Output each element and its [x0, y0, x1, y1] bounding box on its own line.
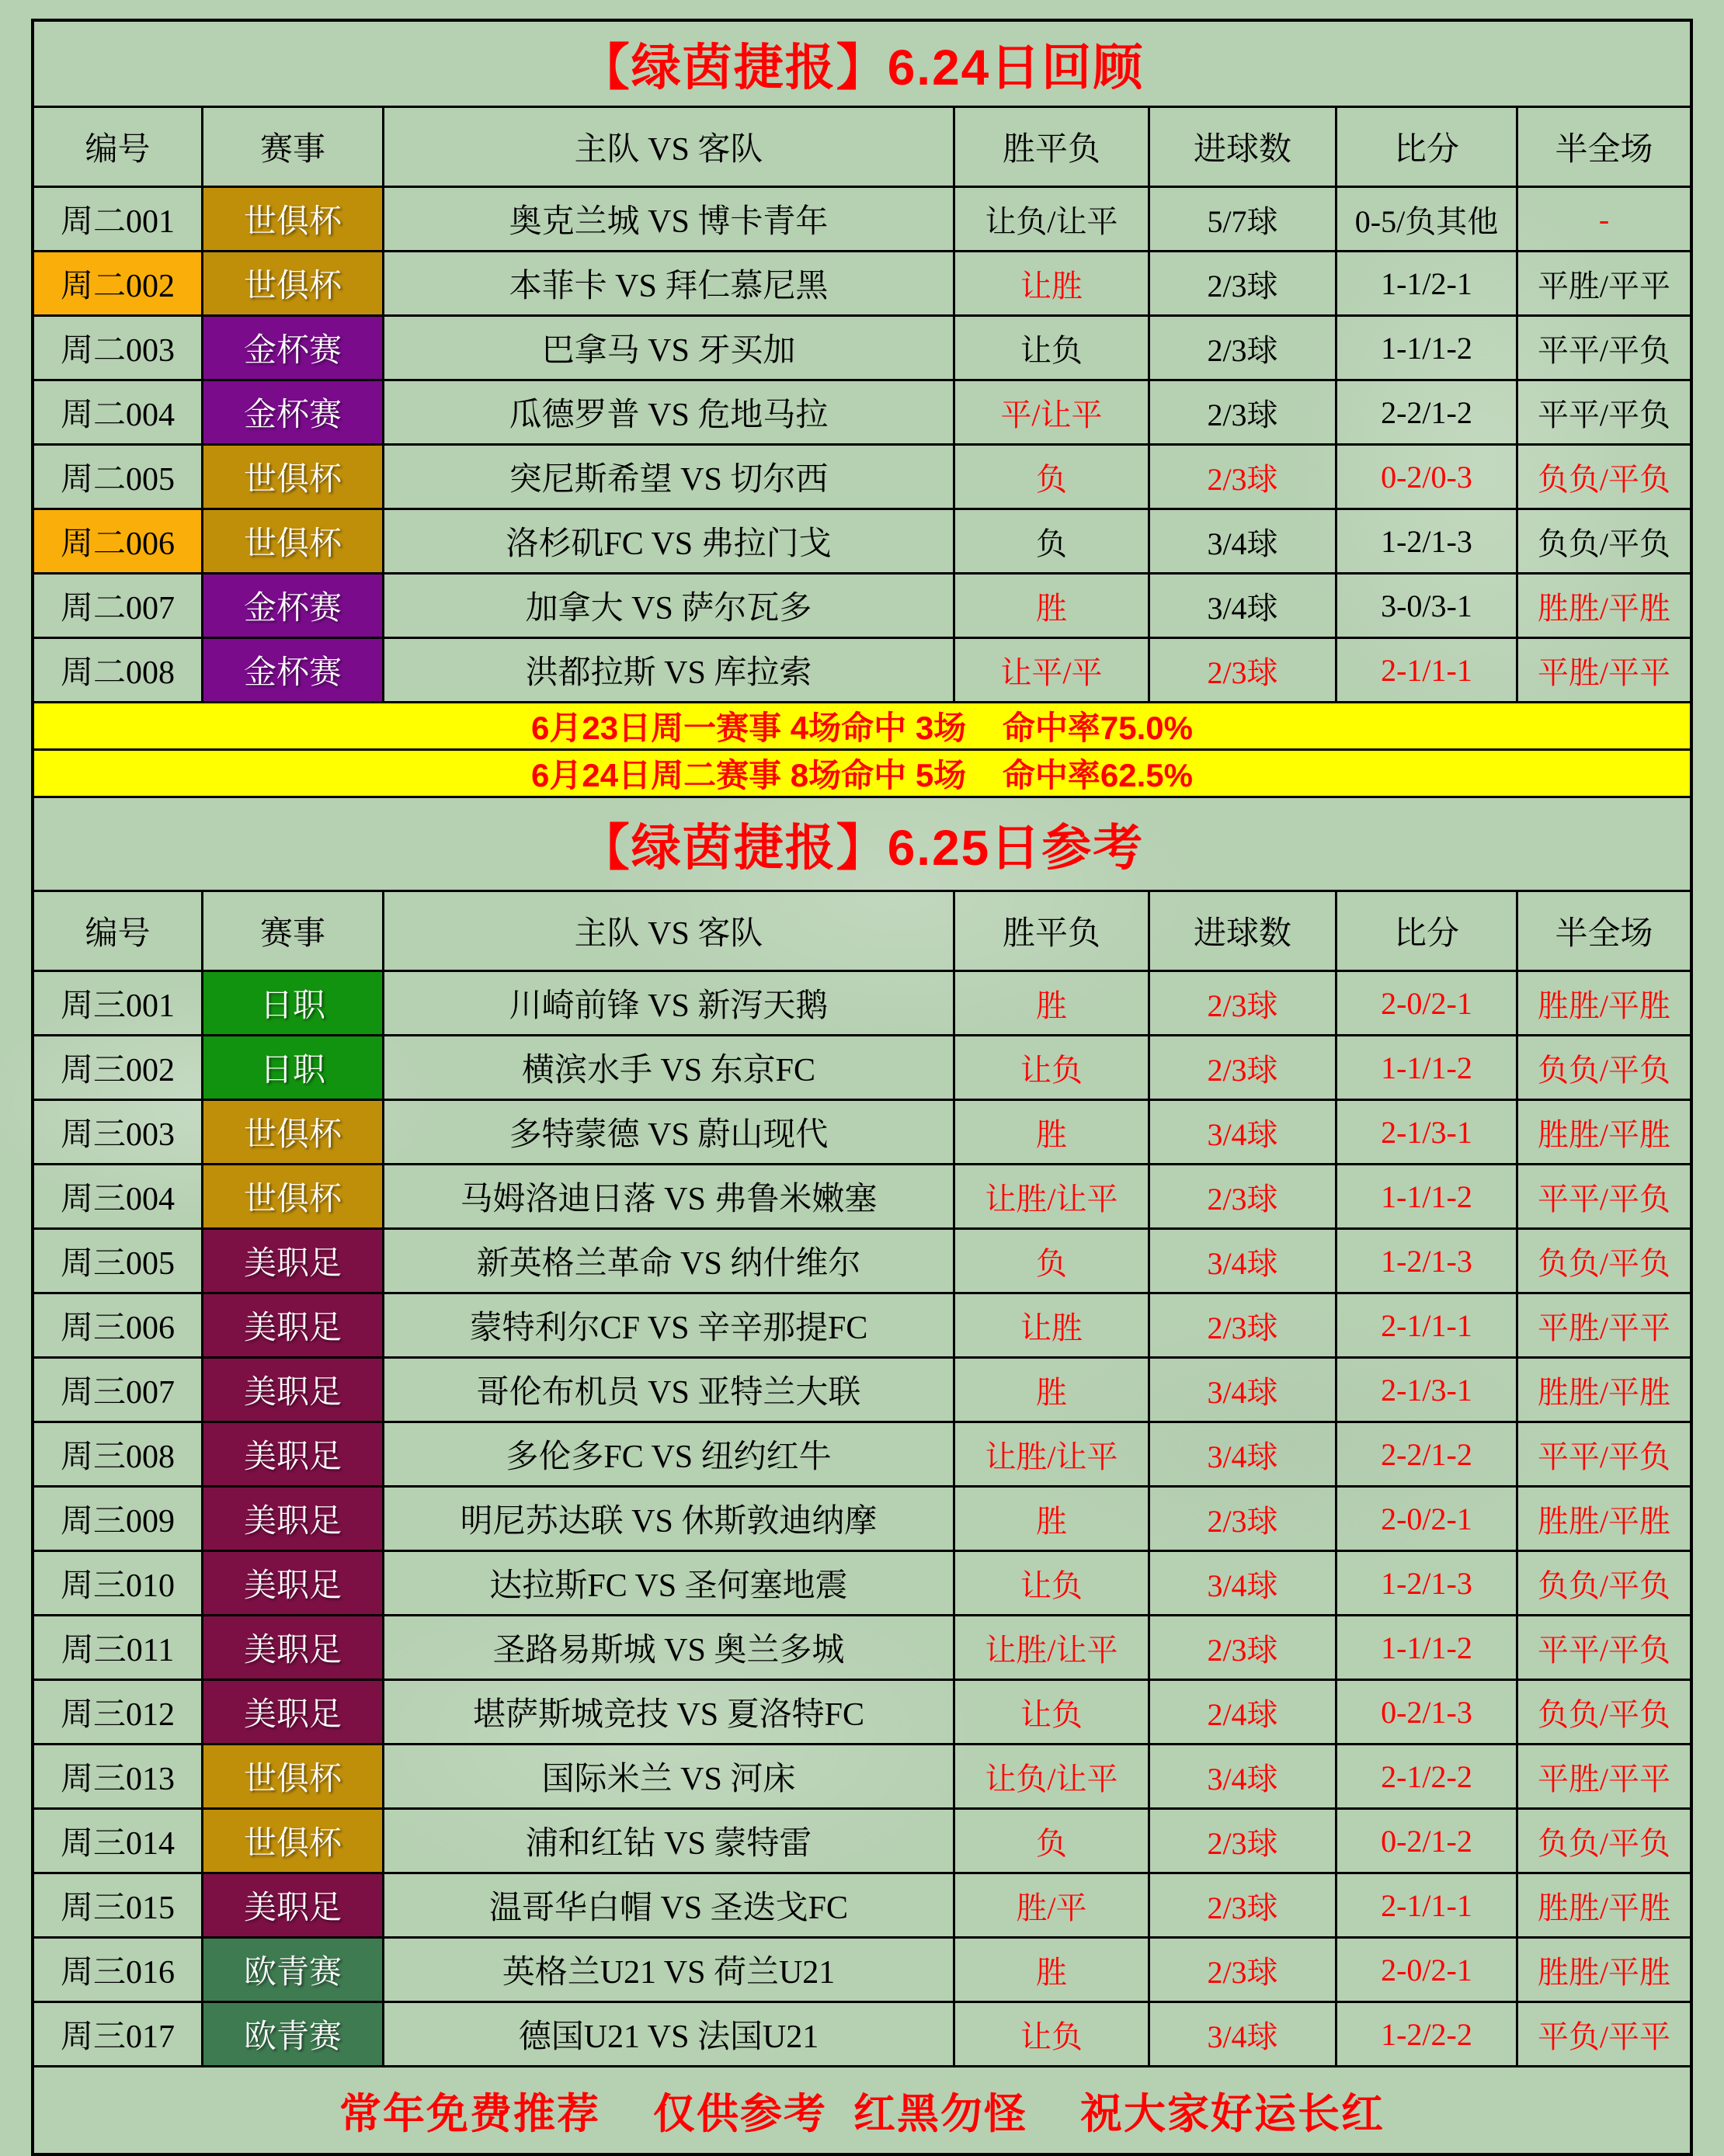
table-row — [34, 446, 1690, 510]
section2-header-row — [34, 892, 1690, 972]
match-number-cell: 周二005 — [34, 446, 203, 508]
match-number-cell: 周二002 — [34, 252, 203, 314]
league-badge: 世俱杯 — [203, 1745, 384, 1807]
prediction-wdl-cell: 负 — [955, 1230, 1150, 1292]
prediction-wdl-cell: 让平/平 — [955, 639, 1150, 701]
league-badge: 世俱杯 — [203, 252, 384, 314]
column-header-score: 比分 — [1337, 108, 1518, 186]
match-teams-cell: 瓜德罗普 VS 危地马拉 — [384, 381, 955, 443]
prediction-halffull-cell: 胜胜/平胜 — [1537, 1954, 1671, 1990]
league-badge: 世俱杯 — [203, 510, 384, 572]
prediction-goals-cell: 3/4球 — [1150, 1101, 1337, 1163]
prediction-halffull-cell: 平平/平负 — [1537, 1439, 1671, 1474]
league-badge: 世俱杯 — [203, 1165, 384, 1227]
prediction-goals-cell: 2/3球 — [1150, 446, 1337, 508]
league-badge: 美职足 — [203, 1488, 384, 1550]
match-number-cell: 周三006 — [34, 1294, 203, 1356]
hit-rate-banner-monday: 6月23日周一赛事 4场命中 3场 命中率75.0% — [34, 703, 1690, 751]
prediction-wdl-cell: 负 — [955, 510, 1150, 572]
league-badge: 美职足 — [203, 1681, 384, 1743]
prediction-goals-cell: 2/3球 — [1150, 317, 1337, 379]
prediction-wdl-cell: 平/让平 — [955, 381, 1150, 443]
prediction-score-cell: 2-1/1-1 — [1337, 1874, 1518, 1936]
match-number-cell: 周三015 — [34, 1874, 203, 1936]
match-number-cell: 周二001 — [34, 188, 203, 250]
prediction-wdl-cell: 让负/让平 — [955, 188, 1150, 250]
match-teams-cell: 温哥华白帽 VS 圣迭戈FC — [384, 1874, 955, 1936]
section2-rows — [34, 972, 1690, 2067]
match-number-cell: 周三013 — [34, 1745, 203, 1807]
league-badge: 金杯赛 — [203, 639, 384, 701]
table-row — [34, 1616, 1690, 1681]
prediction-goals-cell: 2/3球 — [1150, 1165, 1337, 1227]
prediction-halffull-cell: 平平/平负 — [1537, 397, 1671, 432]
prediction-wdl-cell: 负 — [955, 446, 1150, 508]
prediction-halffull-cell: 负负/平负 — [1537, 461, 1671, 497]
match-teams-cell: 洛杉矶FC VS 弗拉门戈 — [384, 510, 955, 572]
prediction-goals-cell: 3/4球 — [1150, 575, 1337, 637]
table-row — [34, 1939, 1690, 2003]
table-row — [34, 1552, 1690, 1616]
league-badge: 美职足 — [203, 1359, 384, 1421]
column-header-teams: 主队 VS 客队 — [384, 892, 955, 970]
table-row — [34, 1874, 1690, 1939]
prediction-score-cell: 0-5/负其他 — [1337, 188, 1518, 250]
match-teams-cell: 横滨水手 VS 东京FC — [384, 1036, 955, 1099]
column-header-number: 编号 — [34, 892, 203, 970]
section1-rows — [34, 188, 1690, 703]
prediction-halffull-cell: 平平/平负 — [1537, 1632, 1671, 1668]
prediction-halffull-cell: 平胜/平平 — [1537, 268, 1671, 304]
prediction-goals-cell: 2/3球 — [1150, 1874, 1337, 1936]
prediction-goals-cell: 2/3球 — [1150, 639, 1337, 701]
prediction-goals-cell: 2/3球 — [1150, 1810, 1337, 1872]
prediction-wdl-cell: 负 — [955, 1810, 1150, 1872]
match-number-cell: 周三003 — [34, 1101, 203, 1163]
table-row — [34, 2003, 1690, 2067]
footer-disclaimer: 常年免费推荐 仅供参考 红黑勿怪 祝大家好运长红 — [339, 2090, 1385, 2137]
prediction-score-cell: 0-2/0-3 — [1337, 446, 1518, 508]
league-badge: 欧青赛 — [203, 2003, 384, 2065]
prediction-score-cell: 1-1/1-2 — [1337, 1036, 1518, 1099]
prediction-halffull-cell: 胜胜/平胜 — [1537, 988, 1671, 1023]
league-badge: 世俱杯 — [203, 188, 384, 250]
prediction-score-cell: 1-1/2-1 — [1337, 252, 1518, 314]
prediction-goals-cell: 2/4球 — [1150, 1681, 1337, 1743]
match-number-cell: 周三014 — [34, 1810, 203, 1872]
prediction-wdl-cell: 让胜/让平 — [955, 1616, 1150, 1679]
match-number-cell: 周三001 — [34, 972, 203, 1034]
prediction-wdl-cell: 让负 — [955, 1552, 1150, 1614]
table-row — [34, 1101, 1690, 1165]
table-row — [34, 1681, 1690, 1745]
prediction-wdl-cell: 胜 — [955, 1101, 1150, 1163]
prediction-goals-cell: 3/4球 — [1150, 2003, 1337, 2065]
match-teams-cell: 堪萨斯城竞技 VS 夏洛特FC — [384, 1681, 955, 1743]
table-row — [34, 1165, 1690, 1230]
match-teams-cell: 川崎前锋 VS 新泻天鹅 — [384, 972, 955, 1034]
match-number-cell: 周三010 — [34, 1552, 203, 1614]
table-row — [34, 639, 1690, 703]
prediction-wdl-cell: 胜/平 — [955, 1874, 1150, 1936]
match-teams-cell: 奥克兰城 VS 博卡青年 — [384, 188, 955, 250]
table-row — [34, 1230, 1690, 1294]
match-teams-cell: 德国U21 VS 法国U21 — [384, 2003, 955, 2065]
match-teams-cell: 哥伦布机员 VS 亚特兰大联 — [384, 1359, 955, 1421]
prediction-wdl-cell: 让负 — [955, 317, 1150, 379]
prediction-halffull-cell: 负负/平负 — [1537, 1568, 1671, 1603]
table-row — [34, 252, 1690, 317]
prediction-halffull-cell: 平胜/平平 — [1537, 1310, 1671, 1345]
prediction-score-cell: 1-2/1-3 — [1337, 510, 1518, 572]
prediction-wdl-cell: 胜 — [955, 1359, 1150, 1421]
prediction-goals-cell: 2/3球 — [1150, 1616, 1337, 1679]
table-row — [34, 1294, 1690, 1359]
prediction-goals-cell: 3/4球 — [1150, 1423, 1337, 1485]
match-number-cell: 周三011 — [34, 1616, 203, 1679]
match-teams-cell: 突尼斯希望 VS 切尔西 — [384, 446, 955, 508]
prediction-wdl-cell: 让胜 — [955, 252, 1150, 314]
column-header-number: 编号 — [34, 108, 203, 186]
table-row — [34, 188, 1690, 252]
table-row — [34, 1810, 1690, 1874]
match-number-cell: 周二008 — [34, 639, 203, 701]
match-teams-cell: 巴拿马 VS 牙买加 — [384, 317, 955, 379]
table-row — [34, 381, 1690, 446]
column-header-league: 赛事 — [203, 892, 384, 970]
match-number-cell: 周二006 — [34, 510, 203, 572]
league-badge: 美职足 — [203, 1874, 384, 1936]
prediction-halffull-cell: 平胜/平平 — [1537, 654, 1671, 690]
prediction-goals-cell: 2/3球 — [1150, 252, 1337, 314]
prediction-goals-cell: 2/3球 — [1150, 972, 1337, 1034]
prediction-score-cell: 2-2/1-2 — [1337, 381, 1518, 443]
prediction-wdl-cell: 让负/让平 — [955, 1745, 1150, 1807]
league-badge: 金杯赛 — [203, 381, 384, 443]
column-header-teams: 主队 VS 客队 — [384, 108, 955, 186]
prediction-goals-cell: 3/4球 — [1150, 510, 1337, 572]
match-teams-cell: 多伦多FC VS 纽约红牛 — [384, 1423, 955, 1485]
prediction-score-cell: 2-0/2-1 — [1337, 1939, 1518, 2001]
match-teams-cell: 多特蒙德 VS 蔚山现代 — [384, 1101, 955, 1163]
league-badge: 世俱杯 — [203, 1101, 384, 1163]
match-number-cell: 周二004 — [34, 381, 203, 443]
column-header-halffull: 半全场 — [1555, 132, 1653, 168]
match-number-cell: 周三009 — [34, 1488, 203, 1550]
column-header-halffull: 半全场 — [1555, 916, 1653, 952]
prediction-score-cell: 2-0/2-1 — [1337, 1488, 1518, 1550]
prediction-score-cell: 2-0/2-1 — [1337, 972, 1518, 1034]
section1-header-row — [34, 108, 1690, 188]
prediction-goals-cell: 3/4球 — [1150, 1745, 1337, 1807]
prediction-halffull-cell: 平平/平负 — [1537, 332, 1671, 368]
column-header-goals: 进球数 — [1150, 892, 1337, 970]
league-badge: 日职 — [203, 1036, 384, 1099]
prediction-wdl-cell: 胜 — [955, 1939, 1150, 2001]
section2-title: 【绿茵捷报】6.25日参考 — [34, 798, 1690, 892]
prediction-score-cell: 2-1/1-1 — [1337, 639, 1518, 701]
hit-rate-banner-tuesday: 6月24日周二赛事 8场命中 5场 命中率62.5% — [34, 751, 1690, 798]
prediction-wdl-cell: 让胜/让平 — [955, 1423, 1150, 1485]
column-header-goals: 进球数 — [1150, 108, 1337, 186]
league-badge: 美职足 — [203, 1230, 384, 1292]
match-number-cell: 周二003 — [34, 317, 203, 379]
match-teams-cell: 国际米兰 VS 河床 — [384, 1745, 955, 1807]
league-badge: 美职足 — [203, 1616, 384, 1679]
match-teams-cell: 新英格兰革命 VS 纳什维尔 — [384, 1230, 955, 1292]
prediction-goals-cell: 2/3球 — [1150, 1036, 1337, 1099]
league-badge: 世俱杯 — [203, 446, 384, 508]
match-teams-cell: 洪都拉斯 VS 库拉索 — [384, 639, 955, 701]
column-header-score: 比分 — [1337, 892, 1518, 970]
prediction-wdl-cell: 让负 — [955, 2003, 1150, 2065]
table-row — [34, 972, 1690, 1036]
column-header-wdl: 胜平负 — [955, 892, 1150, 970]
prediction-halffull-cell: 负负/平负 — [1537, 1825, 1671, 1861]
prediction-wdl-cell: 胜 — [955, 972, 1150, 1034]
prediction-score-cell: 2-1/3-1 — [1337, 1101, 1518, 1163]
prediction-halffull-cell: - — [1598, 201, 1610, 237]
league-badge: 世俱杯 — [203, 1810, 384, 1872]
prediction-wdl-cell: 让胜 — [955, 1294, 1150, 1356]
column-header-league: 赛事 — [203, 108, 384, 186]
prediction-halffull-cell: 胜胜/平胜 — [1537, 1374, 1671, 1410]
match-teams-cell: 明尼苏达联 VS 休斯敦迪纳摩 — [384, 1488, 955, 1550]
prediction-score-cell: 1-1/1-2 — [1337, 1165, 1518, 1227]
match-number-cell: 周三005 — [34, 1230, 203, 1292]
prediction-halffull-cell: 负负/平负 — [1537, 1696, 1671, 1732]
prediction-goals-cell: 3/4球 — [1150, 1552, 1337, 1614]
match-teams-cell: 浦和红钻 VS 蒙特雷 — [384, 1810, 955, 1872]
match-number-cell: 周二007 — [34, 575, 203, 637]
column-header-wdl: 胜平负 — [955, 108, 1150, 186]
table-row — [34, 1423, 1690, 1488]
table-row — [34, 317, 1690, 381]
prediction-score-cell: 2-1/2-2 — [1337, 1745, 1518, 1807]
prediction-score-cell: 0-2/1-3 — [1337, 1681, 1518, 1743]
section1-title: 【绿茵捷报】6.24日回顾 — [34, 22, 1690, 108]
league-badge: 美职足 — [203, 1552, 384, 1614]
prediction-score-cell: 0-2/1-2 — [1337, 1810, 1518, 1872]
match-teams-cell: 马姆洛迪日落 VS 弗鲁米嫩塞 — [384, 1165, 955, 1227]
prediction-score-cell: 2-1/1-1 — [1337, 1294, 1518, 1356]
prediction-score-cell: 1-2/2-2 — [1337, 2003, 1518, 2065]
prediction-halffull-cell: 负负/平负 — [1537, 526, 1671, 561]
prediction-score-cell: 3-0/3-1 — [1337, 575, 1518, 637]
match-number-cell: 周三008 — [34, 1423, 203, 1485]
prediction-score-cell: 1-2/1-3 — [1337, 1230, 1518, 1292]
league-badge: 美职足 — [203, 1423, 384, 1485]
prediction-score-cell: 2-1/3-1 — [1337, 1359, 1518, 1421]
match-teams-cell: 加拿大 VS 萨尔瓦多 — [384, 575, 955, 637]
prediction-goals-cell: 3/4球 — [1150, 1359, 1337, 1421]
prediction-halffull-cell: 平负/平平 — [1537, 2019, 1671, 2054]
prediction-wdl-cell: 让负 — [955, 1681, 1150, 1743]
match-number-cell: 周三017 — [34, 2003, 203, 2065]
tip-sheet — [31, 19, 1693, 2156]
match-number-cell: 周三012 — [34, 1681, 203, 1743]
prediction-halffull-cell: 负负/平负 — [1537, 1245, 1671, 1281]
match-number-cell: 周三007 — [34, 1359, 203, 1421]
prediction-goals-cell: 2/3球 — [1150, 1294, 1337, 1356]
prediction-wdl-cell: 胜 — [955, 1488, 1150, 1550]
prediction-halffull-cell: 负负/平负 — [1537, 1052, 1671, 1088]
prediction-wdl-cell: 让负 — [955, 1036, 1150, 1099]
prediction-halffull-cell: 胜胜/平胜 — [1537, 1116, 1671, 1152]
prediction-halffull-cell: 胜胜/平胜 — [1537, 1890, 1671, 1925]
match-teams-cell: 达拉斯FC VS 圣何塞地震 — [384, 1552, 955, 1614]
prediction-score-cell: 1-2/1-3 — [1337, 1552, 1518, 1614]
prediction-goals-cell: 5/7球 — [1150, 188, 1337, 250]
table-row — [34, 1745, 1690, 1810]
table-row — [34, 575, 1690, 639]
prediction-wdl-cell: 让胜/让平 — [955, 1165, 1150, 1227]
prediction-halffull-cell: 胜胜/平胜 — [1537, 1503, 1671, 1539]
table-row — [34, 1488, 1690, 1552]
prediction-goals-cell: 2/3球 — [1150, 381, 1337, 443]
table-row — [34, 1359, 1690, 1423]
prediction-halffull-cell: 平胜/平平 — [1537, 1761, 1671, 1797]
match-number-cell: 周三004 — [34, 1165, 203, 1227]
league-badge: 金杯赛 — [203, 575, 384, 637]
match-number-cell: 周三016 — [34, 1939, 203, 2001]
match-teams-cell: 本菲卡 VS 拜仁慕尼黑 — [384, 252, 955, 314]
table-row — [34, 1036, 1690, 1101]
league-badge: 金杯赛 — [203, 317, 384, 379]
prediction-goals-cell: 2/3球 — [1150, 1488, 1337, 1550]
match-teams-cell: 圣路易斯城 VS 奥兰多城 — [384, 1616, 955, 1679]
league-badge: 美职足 — [203, 1294, 384, 1356]
prediction-halffull-cell: 胜胜/平胜 — [1537, 590, 1671, 626]
prediction-score-cell: 1-1/1-2 — [1337, 1616, 1518, 1679]
league-badge: 欧青赛 — [203, 1939, 384, 2001]
prediction-halffull-cell: 平平/平负 — [1537, 1181, 1671, 1217]
league-badge: 日职 — [203, 972, 384, 1034]
table-row — [34, 510, 1690, 575]
prediction-score-cell: 2-2/1-2 — [1337, 1423, 1518, 1485]
match-number-cell: 周三002 — [34, 1036, 203, 1099]
prediction-score-cell: 1-1/1-2 — [1337, 317, 1518, 379]
match-teams-cell: 蒙特利尔CF VS 辛辛那提FC — [384, 1294, 955, 1356]
prediction-wdl-cell: 胜 — [955, 575, 1150, 637]
prediction-goals-cell: 2/3球 — [1150, 1939, 1337, 2001]
prediction-goals-cell: 3/4球 — [1150, 1230, 1337, 1292]
match-teams-cell: 英格兰U21 VS 荷兰U21 — [384, 1939, 955, 2001]
